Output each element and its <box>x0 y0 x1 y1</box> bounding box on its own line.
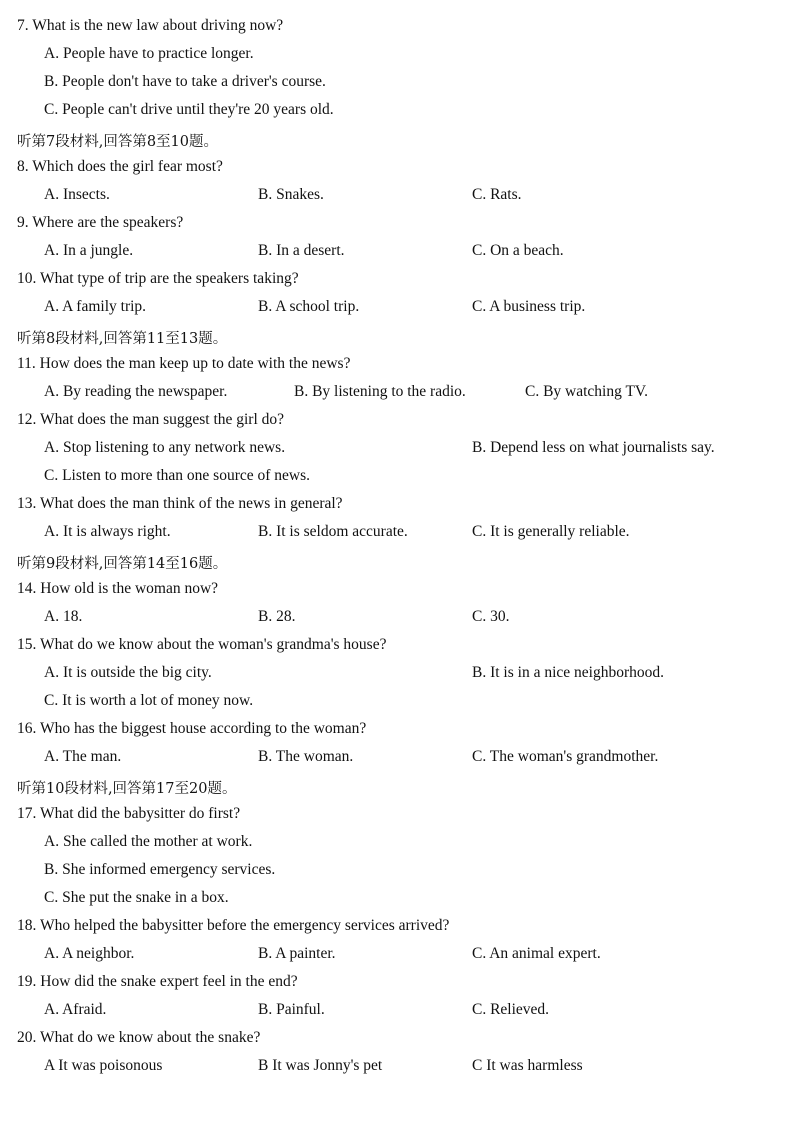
question-16-option-b: B. The woman. <box>258 748 354 765</box>
question-18-option-c: C. An animal expert. <box>472 945 601 962</box>
section-10-heading: 听第10段材料,回答第17至20题。 <box>17 781 237 797</box>
question-12-option-a: A. Stop listening to any network news. <box>44 439 286 456</box>
question-15-option-b: B. It is in a nice neighborhood. <box>472 664 664 681</box>
question-8-option-a: A. Insects. <box>44 186 110 203</box>
question-12-stem: 12. What does the man suggest the girl do? <box>17 411 285 428</box>
question-11-stem: 11. How does the man keep up to date with the news? <box>17 355 351 372</box>
question-17-option-b: B. She informed emergency services. <box>44 861 276 878</box>
question-17-option-a: A. She called the mother at work. <box>44 833 253 850</box>
question-18-option-a: A. A neighbor. <box>44 945 135 962</box>
question-8-stem: 8. Which does the girl fear most? <box>17 158 223 175</box>
question-14-option-c: C. 30. <box>472 608 510 625</box>
question-13-stem: 13. What does the man think of the news in general? <box>17 495 343 512</box>
question-19-option-a: A. Afraid. <box>44 1001 107 1018</box>
question-19-stem: 19. How did the snake expert feel in the end? <box>17 973 298 990</box>
question-18-stem: 18. Who helped the babysitter before the emergency services arrived? <box>17 917 450 934</box>
question-15-option-c: C. It is worth a lot of money now. <box>44 692 254 709</box>
section-8-heading: 听第8段材料,回答第11至13题。 <box>17 331 228 347</box>
question-14-option-b: B. 28. <box>258 608 296 625</box>
question-13-option-a: A. It is always right. <box>44 523 171 540</box>
question-9-stem: 9. Where are the speakers? <box>17 214 184 231</box>
question-12-option-c: C. Listen to more than one source of news. <box>44 467 311 484</box>
question-9-option-a: A. In a jungle. <box>44 242 134 259</box>
question-20-option-a: A It was poisonous <box>44 1057 163 1074</box>
question-11-option-a: A. By reading the newspaper. <box>44 383 228 400</box>
question-12-option-b: B. Depend less on what journalists say. <box>472 439 715 456</box>
question-11-option-b: B. By listening to the radio. <box>294 383 466 400</box>
question-10-stem: 10. What type of trip are the speakers taking? <box>17 270 299 287</box>
question-15-option-a: A. It is outside the big city. <box>44 664 212 681</box>
question-15-stem: 15. What do we know about the woman's grandma's house? <box>17 636 387 653</box>
question-13-option-c: C. It is generally reliable. <box>472 523 630 540</box>
question-17-option-c: C. She put the snake in a box. <box>44 889 229 906</box>
question-14-stem: 14. How old is the woman now? <box>17 580 219 597</box>
question-20-option-c: C It was harmless <box>472 1057 583 1074</box>
question-10-option-b: B. A school trip. <box>258 298 360 315</box>
question-16-stem: 16. Who has the biggest house according to the woman? <box>17 720 367 737</box>
question-7-option-a: A. People have to practice longer. <box>44 45 254 62</box>
question-16-option-c: C. The woman's grandmother. <box>472 748 659 765</box>
question-13-option-b: B. It is seldom accurate. <box>258 523 408 540</box>
question-19-option-b: B. Painful. <box>258 1001 325 1018</box>
question-11-option-c: C. By watching TV. <box>525 383 649 400</box>
question-9-option-b: B. In a desert. <box>258 242 345 259</box>
section-7-heading: 听第7段材料,回答第8至10题。 <box>17 134 219 150</box>
question-8-option-c: C. Rats. <box>472 186 522 203</box>
question-17-stem: 17. What did the babysitter do first? <box>17 805 241 822</box>
question-14-option-a: A. 18. <box>44 608 83 625</box>
question-19-option-c: C. Relieved. <box>472 1001 550 1018</box>
question-16-option-a: A. The man. <box>44 748 122 765</box>
question-7-option-b: B. People don't have to take a driver's course. <box>44 73 326 90</box>
question-20-stem: 20. What do we know about the snake? <box>17 1029 261 1046</box>
question-10-option-c: C. A business trip. <box>472 298 586 315</box>
question-20-option-b: B It was Jonny's pet <box>258 1057 383 1074</box>
question-18-option-b: B. A painter. <box>258 945 336 962</box>
section-9-heading: 听第9段材料,回答第14至16题。 <box>17 556 228 572</box>
question-9-option-c: C. On a beach. <box>472 242 564 259</box>
question-7-stem: 7. What is the new law about driving now? <box>17 17 284 34</box>
question-8-option-b: B. Snakes. <box>258 186 324 203</box>
question-7-option-c: C. People can't drive until they're 20 years old. <box>44 101 334 118</box>
question-10-option-a: A. A family trip. <box>44 298 147 315</box>
